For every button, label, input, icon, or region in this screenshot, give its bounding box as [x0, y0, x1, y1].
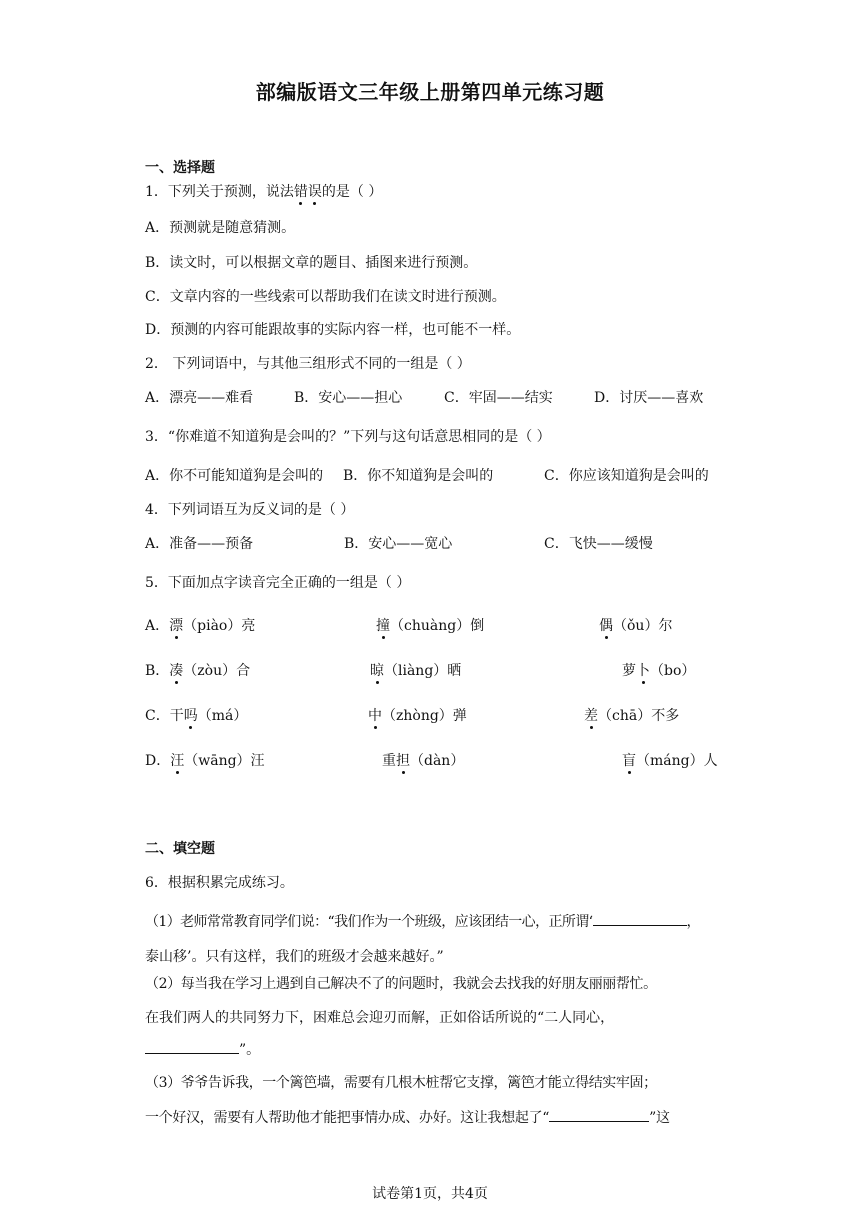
- question-4-option-a: A．准备——预备: [145, 536, 254, 552]
- emphasis-char: 晾: [370, 663, 384, 679]
- question-4-option-b: B．安心——宽心: [344, 536, 453, 552]
- question-1-option-b: B．读文时，可以根据文章的题目、插图来进行预测。: [145, 255, 478, 271]
- question-2-option-d: D．讨厌——喜欢: [594, 390, 704, 406]
- question-5-option-d-item-2: 重担（dàn）: [382, 753, 465, 769]
- emphasis-char: 撞: [376, 618, 390, 634]
- question-4-option-c: C．飞快——缓慢: [544, 536, 653, 552]
- question-5-option-a-item-1: A．漂（piào）亮: [145, 618, 256, 634]
- emphasis-char: 担: [396, 753, 410, 769]
- question-2-option-b: B．安心——担心: [294, 390, 403, 406]
- question-6-stem: 6．根据积累完成练习。: [145, 875, 294, 891]
- question-6-part-2-line-3: ”。: [145, 1039, 260, 1060]
- question-3-option-b: B．你不知道狗是会叫的: [343, 468, 494, 484]
- page-title: 部编版语文三年级上册第四单元练习题: [255, 80, 605, 104]
- question-5-option-b-item-1: B．凑（zòu）合: [145, 663, 251, 679]
- emphasis-char: 漂: [169, 618, 184, 634]
- page-footer: 试卷第1页，共4页: [372, 1186, 488, 1202]
- question-1-option-c: C．文章内容的一些线索可以帮助我们在读文时进行预测。: [145, 289, 506, 305]
- question-2-option-c: C．牢固——结实: [444, 390, 553, 406]
- question-1-option-d: D．预测的内容可能跟故事的实际内容一样，也可能不一样。: [145, 322, 521, 338]
- section-heading-fill: 二、填空题: [145, 841, 215, 857]
- question-6-part-1-line-1: （1）老师常常教育同学们说：“我们作为一个班级，应该团结一心，正所谓‘ ，: [145, 911, 700, 932]
- emphasis-char: 中: [368, 708, 382, 724]
- question-2-stem: 2． 下列词语中，与其他三组形式不同的一组是（ ）: [145, 356, 471, 372]
- question-6-part-2-line-2: 在我们两人的共同努力下，困难总会迎刃而解，正如俗话所说的“二人同心，: [145, 1010, 615, 1026]
- question-5-option-d-item-1: D．汪（wāng）汪: [145, 753, 265, 769]
- question-5-option-b-item-2: 晾（liàng）晒: [370, 663, 462, 679]
- question-5-option-a-item-2: 撞（chuàng）倒: [376, 618, 485, 634]
- question-6-part-1-line-2: 泰山移’。只有这样，我们的班级才会越来越好。”: [145, 949, 444, 965]
- emphasis-char: 偶: [599, 618, 613, 634]
- question-3-stem: 3．“你难道不知道狗是会叫的？”下列与这句话意思相同的是（ ）: [145, 429, 551, 445]
- emphasis-char: 吗: [183, 708, 198, 724]
- emphasis-char: 汪: [170, 753, 185, 769]
- question-5-option-d-item-3: 盲（máng）人: [622, 753, 718, 769]
- question-5-option-c-item-1: C．干吗（má）: [145, 708, 248, 724]
- question-6-part-2-line-1: （2）每当我在学习上遇到自己解决不了的问题时，我就会去找我的好朋友丽丽帮忙。: [145, 976, 657, 992]
- question-5-stem: 5．下面加点字读音完全正确的一组是（ ）: [145, 575, 411, 591]
- question-5-option-c-item-3: 差（chā）不多: [584, 708, 680, 724]
- answer-blank[interactable]: [549, 1107, 649, 1122]
- emphasis-char: 凑: [169, 663, 184, 679]
- question-5-option-b-item-3: 萝卜（bo）: [622, 663, 696, 679]
- question-1-stem: 1．下列关于预测，说法错误的是（ ）: [145, 184, 383, 200]
- question-1-option-a: A．预测就是随意猜测。: [145, 220, 296, 236]
- emphasis-char: 误: [307, 184, 322, 200]
- question-5-option-a-item-3: 偶（ǒu）尔: [599, 618, 673, 634]
- question-6-part-3-line-2: 一个好汉，需要有人帮助他才能把事情办成、办好。这让我想起了“ ”这: [145, 1107, 670, 1128]
- answer-blank[interactable]: [593, 911, 687, 926]
- emphasis-char: 错: [293, 184, 308, 200]
- question-6-part-3-line-1: （3）爷爷告诉我，一个篱笆墙，需要有几根木桩帮它支撑，篱笆才能立得结实牢固；: [145, 1075, 657, 1091]
- answer-blank[interactable]: [145, 1039, 239, 1054]
- question-5-option-c-item-2: 中（zhòng）弹: [368, 708, 467, 724]
- emphasis-char: 盲: [622, 753, 636, 769]
- question-3-option-c: C．你应该知道狗是会叫的: [544, 468, 709, 484]
- question-4-stem: 4．下列词语互为反义词的是（ ）: [145, 502, 355, 518]
- question-2-option-a: A．漂亮——难看: [145, 390, 254, 406]
- question-3-option-a: A．你不可能知道狗是会叫的: [145, 468, 324, 484]
- emphasis-char: 卜: [636, 663, 650, 679]
- emphasis-char: 差: [584, 708, 598, 724]
- section-heading-choice: 一、选择题: [145, 160, 215, 176]
